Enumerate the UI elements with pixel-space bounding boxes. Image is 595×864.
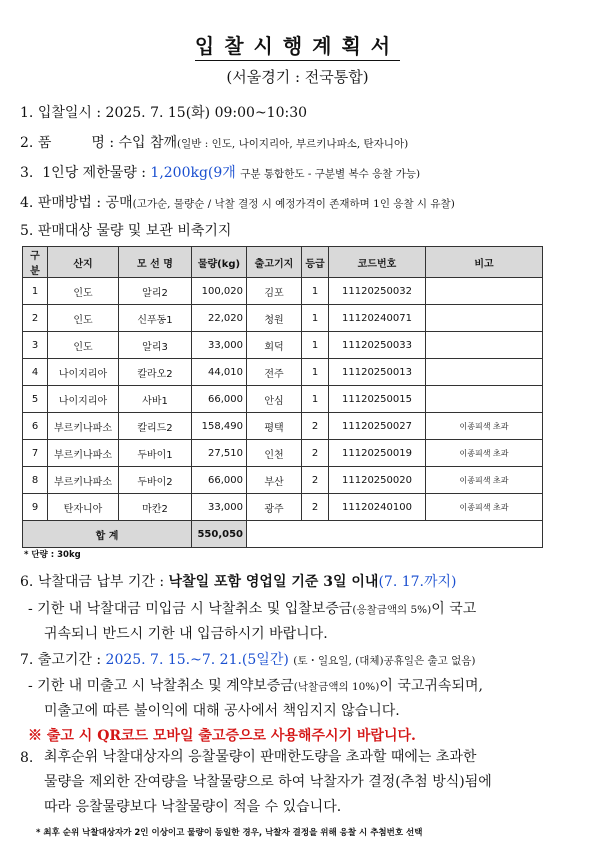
- table-cell: 이종피색 초과: [426, 494, 543, 521]
- table-cell: 5: [23, 386, 48, 413]
- table-cell: 158,490: [192, 413, 247, 440]
- table-row: [23, 413, 543, 440]
- table-cell: 회덕: [247, 332, 302, 359]
- table-cell: 27,510: [192, 440, 247, 467]
- table-cell: 광주: [247, 494, 302, 521]
- table-total-row: [23, 521, 543, 548]
- section-sale-method: 4. 판매방법 : 공매(고가순, 물량순 / 낙찰 결정 시 예정가격이 존재하며 1인 응찰 시 유찰): [20, 195, 455, 211]
- table-cell: 7: [23, 440, 48, 467]
- table-cell: 두바이1: [119, 440, 192, 467]
- table-cell: 33,000: [192, 332, 247, 359]
- table-cell: 부산: [247, 467, 302, 494]
- col-header: 출고기지: [247, 247, 302, 278]
- sale-table: [22, 246, 543, 548]
- table-cell: 탄자니아: [48, 494, 119, 521]
- table-cell: 8: [23, 467, 48, 494]
- section-lottery: [44, 745, 584, 820]
- table-cell: 22,020: [192, 305, 247, 332]
- section-lottery-num: 8.: [20, 750, 34, 766]
- table-cell: 11120250027: [329, 413, 426, 440]
- table-cell: 인도: [48, 278, 119, 305]
- table-cell: 2: [23, 305, 48, 332]
- col-header: 구분: [23, 247, 48, 278]
- table-cell: 11120250032: [329, 278, 426, 305]
- total-blank: [247, 521, 543, 548]
- section-bid-datetime: 1. 입찰일시 : 2025. 7. 15(화) 09:00~10:30: [20, 105, 308, 121]
- table-cell: [426, 305, 543, 332]
- table-cell: 이종피색 초과: [426, 440, 543, 467]
- section-payment: 6. 낙찰대금 납부 기간 : 낙찰일 포함 영업일 기준 3일 이내(7. 17.까지): [20, 574, 457, 590]
- table-cell: 11120250033: [329, 332, 426, 359]
- total-label: 합 계: [23, 521, 192, 548]
- table-cell: 사바1: [119, 386, 192, 413]
- table-cell: 인천: [247, 440, 302, 467]
- table-cell: 33,000: [192, 494, 247, 521]
- lottery-line: 최후순위 낙찰대상자의 응찰물량이 판매한도량을 초과할 때에는 초과한: [44, 749, 477, 765]
- table-cell: 6: [23, 413, 48, 440]
- table-cell: 두바이2: [119, 467, 192, 494]
- table-cell: 1: [302, 359, 329, 386]
- table-cell: 마칸2: [119, 494, 192, 521]
- table-cell: 66,000: [192, 386, 247, 413]
- table-cell: 11120240100: [329, 494, 426, 521]
- table-cell: 1: [302, 386, 329, 413]
- col-header: 등급: [302, 247, 329, 278]
- table-cell: 칼리드2: [119, 413, 192, 440]
- section-limit: 3. 1인당 제한물량 : 1,200kg(9개 구분 통합한도 - 구분별 복수 응찰 가능): [20, 165, 421, 181]
- table-cell: 평택: [247, 413, 302, 440]
- table-cell: 3: [23, 332, 48, 359]
- table-cell: 1: [302, 278, 329, 305]
- table-cell: 나이지리아: [48, 359, 119, 386]
- table-row: [23, 332, 543, 359]
- lottery-footnote: * 최후 순위 낙찰대상자가 2인 이상이고 물량이 동일한 경우, 낙찰자 결정을 위해 응찰 시 추첨번호 선택: [36, 828, 423, 838]
- col-header: 비고: [426, 247, 543, 278]
- qr-warning: ※ 출고 시 QR코드 모바일 출고증으로 사용해주시기 바랍니다.: [28, 728, 416, 744]
- table-cell: [426, 278, 543, 305]
- document-title: 입찰시행계획서: [0, 30, 595, 59]
- table-cell: [426, 359, 543, 386]
- table-header-row: [23, 247, 543, 278]
- table-cell: 부르키나파소: [48, 413, 119, 440]
- col-header: 모 선 명: [119, 247, 192, 278]
- table-cell: 2: [302, 494, 329, 521]
- table-cell: 부르키나파소: [48, 467, 119, 494]
- table-cell: 100,020: [192, 278, 247, 305]
- table-cell: 신푸동1: [119, 305, 192, 332]
- table-cell: 인도: [48, 332, 119, 359]
- total-value: 550,050: [192, 521, 247, 548]
- release-detail-1: - 기한 내 미출고 시 낙찰취소 및 계약보증금(낙찰금액의 10%)이 국고귀속되며,: [28, 678, 483, 694]
- release-detail-2: 미출고에 따른 불이익에 대해 공사에서 책임지지 않습니다.: [44, 703, 400, 719]
- payment-detail-2: 귀속되니 반드시 기한 내 입금하시기 바랍니다.: [44, 626, 328, 642]
- table-cell: 김포: [247, 278, 302, 305]
- table-cell: 2: [302, 440, 329, 467]
- table-cell: 알리2: [119, 278, 192, 305]
- table-cell: 나이지리아: [48, 386, 119, 413]
- table-row: [23, 305, 543, 332]
- table-row: [23, 359, 543, 386]
- lottery-line: 따라 응찰물량보다 낙찰물량이 적을 수 있습니다.: [44, 799, 342, 815]
- table-cell: 11120250020: [329, 467, 426, 494]
- table-cell: 44,010: [192, 359, 247, 386]
- col-header: 산지: [48, 247, 119, 278]
- table-row: [23, 386, 543, 413]
- table-cell: 11120240071: [329, 305, 426, 332]
- table-cell: 칼라오2: [119, 359, 192, 386]
- unit-note: * 단량 : 30kg: [24, 550, 81, 560]
- table-cell: [426, 332, 543, 359]
- table-cell: 2: [302, 467, 329, 494]
- table-cell: 1: [23, 278, 48, 305]
- table-row: [23, 494, 543, 521]
- lottery-line: 물량을 제외한 잔여량을 낙찰물량으로 하여 낙찰자가 결정(추첨 방식)됨에: [44, 774, 492, 790]
- table-cell: 안심: [247, 386, 302, 413]
- col-header: 물량(kg): [192, 247, 247, 278]
- table-row: [23, 440, 543, 467]
- table-cell: 66,000: [192, 467, 247, 494]
- table-row: [23, 278, 543, 305]
- document-subtitle: (서울경기 : 전국통합): [226, 68, 369, 86]
- table-cell: 4: [23, 359, 48, 386]
- table-row: [23, 467, 543, 494]
- table-cell: 9: [23, 494, 48, 521]
- table-cell: 1: [302, 332, 329, 359]
- section-target: 5. 판매대상 물량 및 보관 비축기지: [20, 223, 232, 239]
- table-cell: 11120250019: [329, 440, 426, 467]
- table-cell: [426, 386, 543, 413]
- section-release: 7. 출고기간 : 2025. 7. 15.~7. 21.(5일간) (토・일요일, (대체)공휴일은 출고 없음): [20, 652, 476, 668]
- table-cell: 11120250015: [329, 386, 426, 413]
- col-header: 코드번호: [329, 247, 426, 278]
- table-cell: 알리3: [119, 332, 192, 359]
- table-cell: 1: [302, 305, 329, 332]
- table-cell: 이종피색 초과: [426, 467, 543, 494]
- table-cell: 전주: [247, 359, 302, 386]
- table-cell: 11120250013: [329, 359, 426, 386]
- table-cell: 청원: [247, 305, 302, 332]
- table-cell: 부르키나파소: [48, 440, 119, 467]
- table-cell: 인도: [48, 305, 119, 332]
- payment-detail-1: - 기한 내 낙찰대금 미입금 시 낙찰취소 및 입찰보증금(응찰금액의 5%)이 국고: [28, 601, 477, 617]
- section-item: 2. 품 명 : 수입 참깨(일반 : 인도, 나이지리아, 부르키나파소, 탄자니아): [20, 135, 409, 151]
- table-cell: 2: [302, 413, 329, 440]
- table-cell: 이종피색 초과: [426, 413, 543, 440]
